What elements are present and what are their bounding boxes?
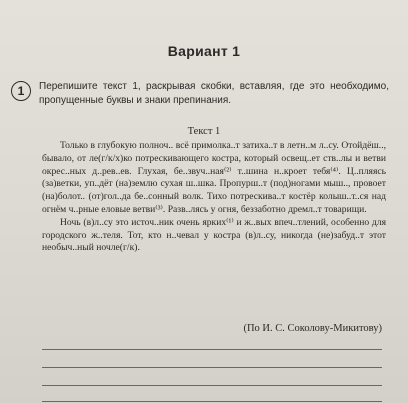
answer-line bbox=[42, 349, 382, 350]
author-attribution: (По И. С. Соколову-Микитову) bbox=[243, 323, 382, 334]
task-instructions: Перепишите текст 1, раскрывая скобки, вставляя, где это необходимо, пропущенные буквы и знаки препинания. bbox=[39, 81, 389, 106]
variant-title: Вариант 1 bbox=[167, 43, 241, 59]
passage-paragraph-2: Ночь (в)л..су это источ..ник очень ярких⁽¹⁾ и ж..вых впеч..тлений, особенно для городского ж..теля. Тот, кто н..чевал у костра (в)л..су, никогда (не)забуд..т этот необыч..ный ночле(г/к). bbox=[42, 216, 386, 254]
passage bbox=[42, 140, 386, 255]
answer-line bbox=[42, 367, 382, 368]
task-number-badge: 1 bbox=[11, 81, 31, 101]
text-title: Текст 1 bbox=[187, 126, 221, 137]
passage-paragraph-1: Только в глубокую полноч.. всё примолка..т затиха..т в летн..м л..су. Отойдёш.., бывало, от ле(г/к/х)ко потрескивающего костра, который освещ..ет ств..лы и ветви окрес..ных д..рев..ев. Глухая, бе..звуч..ная⁽²⁾ т..шина н..кроет тебя⁽⁴⁾. Ц..пляясь (за)ветки, уп..дёт (на)землю сухая ш..шка. Пропурш..т (под)ногами мыш.., провоет (на)болот.. (от)гол..да бе..сонный волк. Тихо потрескива..т костёр колыш..т..ся над огнём ч..рные еловые ветви⁽³⁾. Разв..лясь у огня, беззаботно дремл..т товарищи. bbox=[42, 140, 386, 215]
answer-line bbox=[42, 401, 382, 402]
answer-line bbox=[42, 385, 382, 386]
